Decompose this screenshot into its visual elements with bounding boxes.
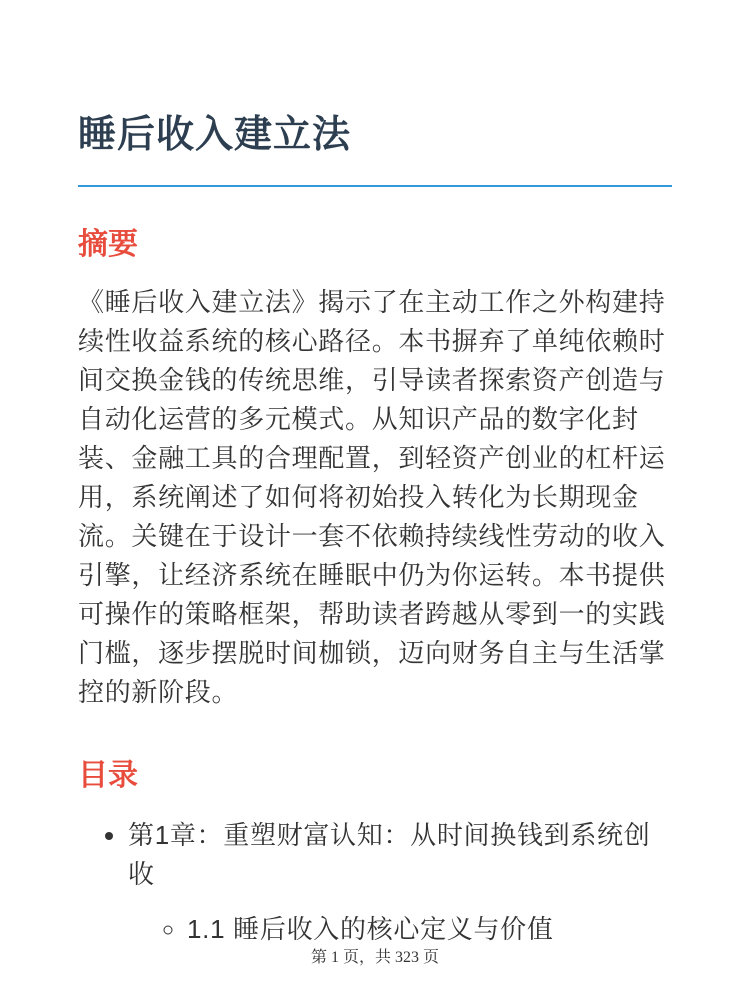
abstract-heading: 摘要 bbox=[78, 227, 138, 261]
toc-sublist bbox=[128, 910, 672, 949]
title-divider bbox=[78, 185, 672, 187]
toc-chapter-label: 第1章：重塑财富认知：从时间换钱到系统创收 bbox=[128, 819, 651, 889]
abstract-paragraph: 《睡后收入建立法》揭示了在主动工作之外构建持续性收益系统的核心路径。本书摒弃了单纯依赖时间交换金钱的传统思维，引导读者探索资产创造与自动化运营的多元模式。从知识产品的数字化封装、金融工具的合理配置，到轻资产创业的杠杆运用，系统阐述了如何将初始投入转化为长期现金流。关键在于设计一套不依赖持续线性劳动的收入引擎，让经济系统在睡眠中仍为你运转。本书提供可操作的策略框架，帮助读者跨越从零到一的实践门槛，逐步摆脱时间枷锁，迈向财务自主与生活掌控的新阶段。 bbox=[78, 286, 666, 707]
toc-heading: 目录 bbox=[78, 758, 138, 792]
page-title: 睡后收入建立法 bbox=[78, 114, 352, 156]
toc-list bbox=[78, 816, 672, 949]
page-footer: 第 1 页，共 323 页 bbox=[310, 949, 439, 966]
toc-chapter-item bbox=[128, 816, 672, 949]
toc-section-item: ◦ 1.1 睡后收入的核心定义与价值 bbox=[187, 910, 672, 949]
